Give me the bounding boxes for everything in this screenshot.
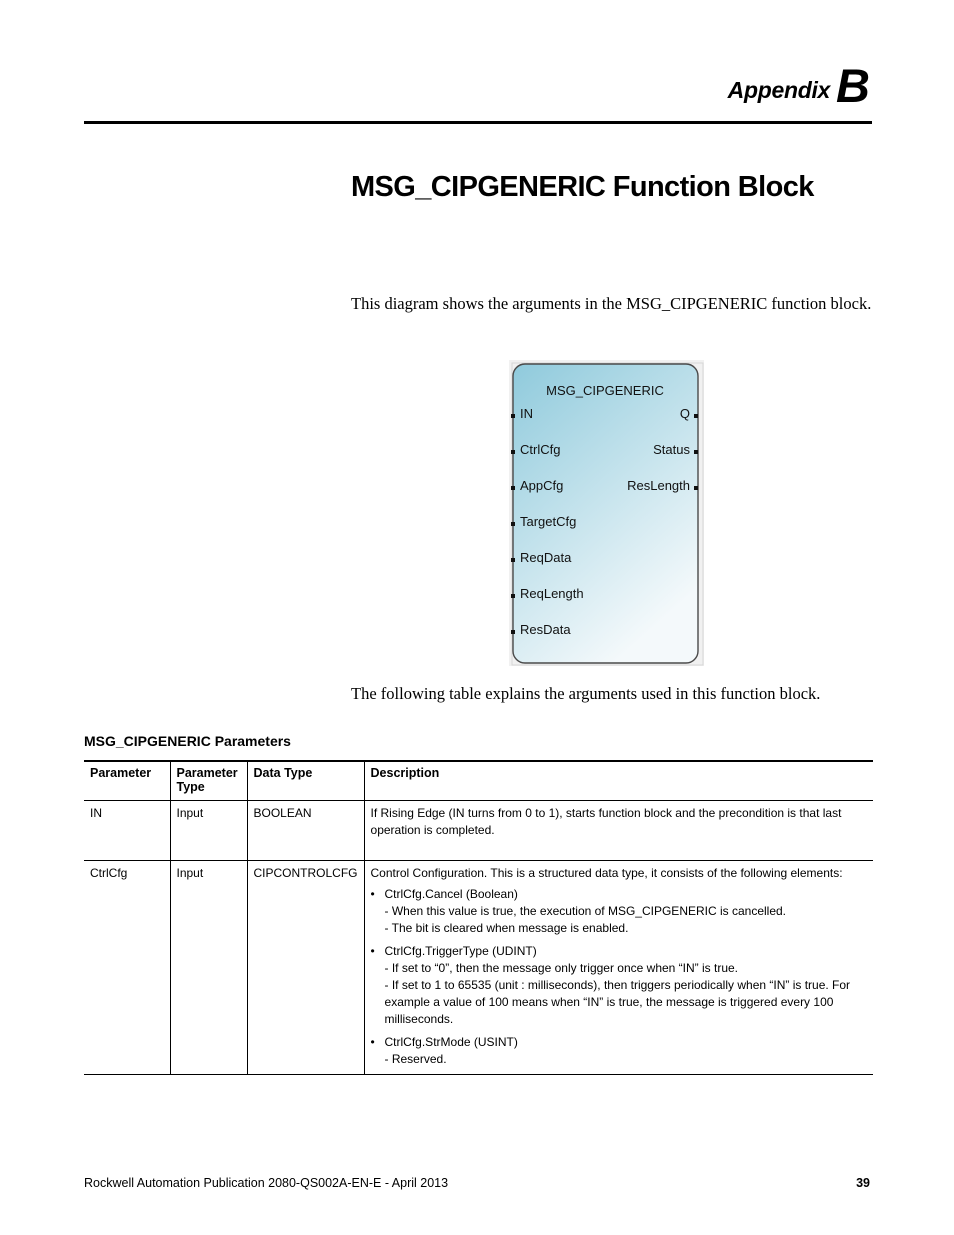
element-detail: - When this value is true, the execution of MSG_CIPGENERIC is cancelled. [384,904,787,918]
header-rule [84,121,872,124]
input-pin-label: ReqLength [520,586,584,601]
page-title: MSG_CIPGENERIC Function Block [351,171,814,203]
table-row [84,801,873,861]
element-detail: - If set to “0”, then the message only trigger once when “IN” is true. [384,961,739,975]
function-block-name: MSG_CIPGENERIC [546,383,664,398]
pin-connector-icon [511,594,515,598]
output-pin-reslength [627,478,698,493]
pin-connector-icon [511,522,515,526]
cell-description [364,861,873,1075]
input-pin-label: CtrlCfg [520,442,561,457]
cell-parameter: CtrlCfg [84,861,170,1075]
header-description: Description [364,761,873,801]
output-pin-label: Q [679,406,690,421]
list-item [371,1034,867,1068]
cell-parameter-type: Input [170,861,247,1075]
header-parameter: Parameter [84,761,170,801]
footer-publication: Rockwell Automation Publication 2080-QS002A-EN-E - April 2013 [84,1176,449,1190]
parameters-table [84,760,873,1075]
pin-connector-icon [511,486,515,490]
element-detail: - If set to 1 to 65535 (unit : milliseconds), then triggers periodically when “IN” is true. For example a value of 100 means when “IN” is true, the message is triggered every 100 milliseconds. [384,978,851,1026]
header-data-type: Data Type [247,761,364,801]
input-pin-targetcfg [511,514,576,529]
input-pin-reqlength [511,586,584,601]
table-intro-paragraph: The following table explains the arguments used in this function block. [351,684,821,703]
table-caption: MSG_CIPGENERIC Parameters [84,733,291,749]
element-detail: - The bit is cleared when message is enabled. [384,921,629,935]
input-pin-resdata [511,622,571,637]
pin-connector-icon [511,630,515,634]
table-header-row [84,761,873,801]
list-item [371,943,867,1028]
cell-data-type: CIPCONTROLCFG [247,861,364,1075]
element-title: CtrlCfg.TriggerType (UDINT) [384,944,537,958]
pin-connector-icon [694,486,698,490]
cell-parameter-type: Input [170,801,247,861]
cell-parameter: IN [84,801,170,861]
function-block-diagram [509,360,704,666]
cell-description: If Rising Edge (IN turns from 0 to 1), starts function block and the precondition is that last operation is completed. [364,801,873,861]
input-pin-label: IN [520,406,533,421]
input-pin-label: ReqData [520,550,572,565]
input-pin-label: AppCfg [520,478,564,493]
output-pin-label: Status [653,442,690,457]
input-pin-reqdata [511,550,572,565]
input-pin-label: TargetCfg [520,514,577,529]
pin-connector-icon [511,414,515,418]
bullet-icon: • [370,887,375,901]
cell-data-type: BOOLEAN [247,801,364,861]
element-title: CtrlCfg.Cancel (Boolean) [384,887,518,901]
element-list [371,886,867,1068]
pin-connector-icon [511,450,515,454]
appendix-letter: B [836,59,870,112]
header-parameter-type: Parameter Type [170,761,247,801]
pin-connector-icon [694,450,698,454]
element-title: CtrlCfg.StrMode (USINT) [384,1035,518,1049]
output-pin-label: ResLength [627,478,690,493]
description-intro: Control Configuration. This is a structured data type, it consists of the following elements: [370,866,843,880]
list-item [371,886,867,937]
intro-paragraph: This diagram shows the arguments in the MSG_CIPGENERIC function block. [351,294,872,313]
input-pin-label: ResData [520,622,571,637]
page-number: 39 [856,1176,870,1190]
appendix-heading [728,58,870,113]
pin-connector-icon [511,558,515,562]
bullet-icon: • [370,944,375,958]
bullet-icon: • [370,1035,375,1049]
appendix-word: Appendix [727,77,831,103]
pin-connector-icon [694,414,698,418]
table-row [84,861,873,1075]
element-detail: - Reserved. [384,1052,447,1066]
